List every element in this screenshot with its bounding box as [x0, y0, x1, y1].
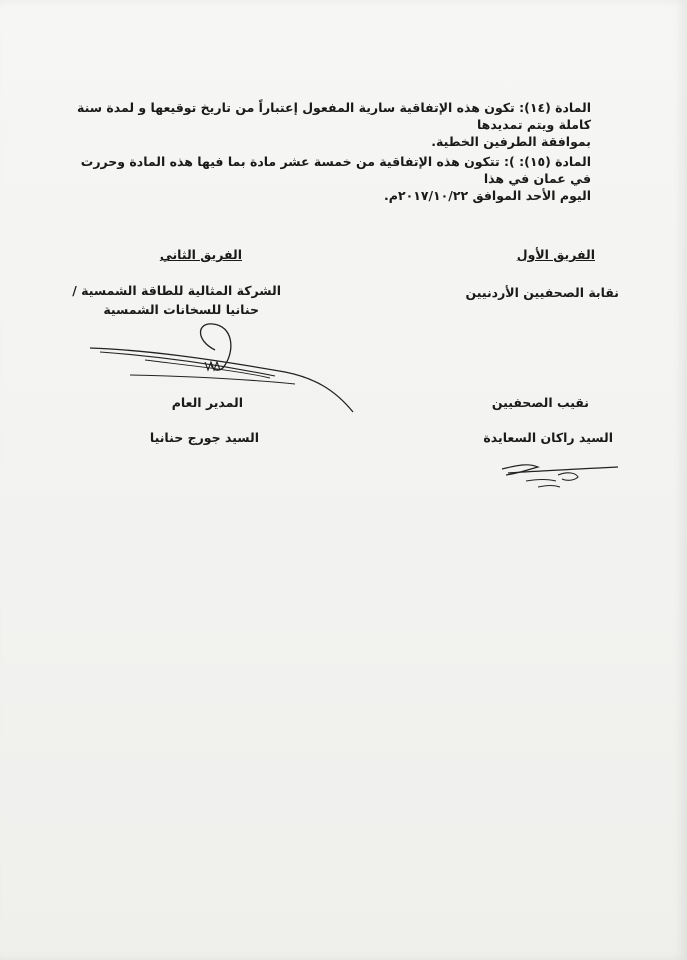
second-party-name: السيد جورج حنانيا	[149, 430, 259, 445]
second-party-org-line-2: حنانيا للسخانات الشمسية	[103, 302, 259, 317]
article-15	[71, 153, 591, 204]
first-party-name: السيد راكان السعايدة	[483, 430, 613, 445]
second-party-title: المدير العام	[171, 395, 243, 410]
first-party-signature	[498, 455, 623, 495]
first-party-org: نقابة الصحفيين الأردنيين	[465, 285, 619, 300]
article-14	[71, 99, 591, 150]
article-15-line-2: اليوم الأحد الموافق ٢٠١٧/١٠/٢٢م.	[384, 188, 591, 203]
second-party-signature	[85, 320, 360, 420]
article-15-line-1: المادة (١٥): ): تتكون هذه الإتفاقية من خمسة عشر مادة بما فيها هذه المادة وحررت في عمان في هذا	[80, 154, 591, 186]
second-party-label: الفريق الثاني	[159, 247, 242, 262]
article-14-line-2: بموافقة الطرفين الخطية.	[431, 134, 591, 149]
article-14-line-1: المادة (١٤): تكون هذه الإتفاقية سارية المفعول إعتباراً من تاريخ توقيعها و لمدة سنة كاملة ويتم تمديدها	[77, 100, 591, 132]
first-party-title: نقيب الصحفيين	[491, 395, 589, 410]
second-party-org-line-1: الشركة المثالية للطاقة الشمسية /	[72, 283, 281, 298]
first-party-label: الفريق الأول	[516, 247, 595, 262]
